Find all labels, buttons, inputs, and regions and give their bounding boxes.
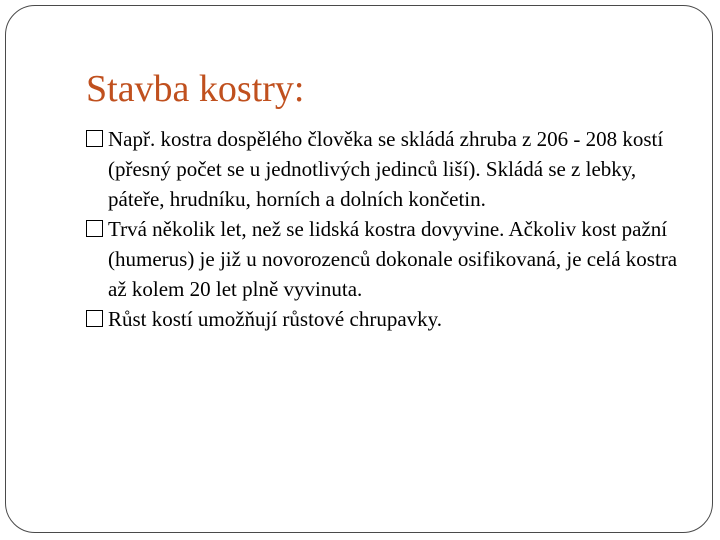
square-bullet-icon bbox=[86, 130, 103, 147]
bullet-text: Růst kostí umožňují růstové chrupavky. bbox=[108, 307, 443, 331]
bullet-text: Např. kostra dospělého člověka se skládá zhruba z 206 - 208 kostí (přesný počet se u jednotlivých jedinců liší). Skládá se z lebky, páteře, hrudníku, horních a dolních končetin. bbox=[108, 127, 664, 211]
bullet-text: Trvá několik let, než se lidská kostra dovyvine. Ačkoliv kost pažní (humerus) je již u novorozenců dokonale osifikovaná, je celá kostra až kolem 20 let plně vyvinuta. bbox=[108, 217, 678, 301]
square-bullet-icon bbox=[86, 220, 103, 237]
bullet-list bbox=[86, 124, 686, 334]
bullet-item bbox=[86, 214, 686, 304]
bullet-item bbox=[86, 124, 686, 214]
square-bullet-icon bbox=[86, 310, 103, 327]
slide-frame bbox=[5, 5, 713, 533]
slide-title: Stavba kostry: bbox=[86, 68, 305, 110]
bullet-item bbox=[86, 304, 686, 334]
